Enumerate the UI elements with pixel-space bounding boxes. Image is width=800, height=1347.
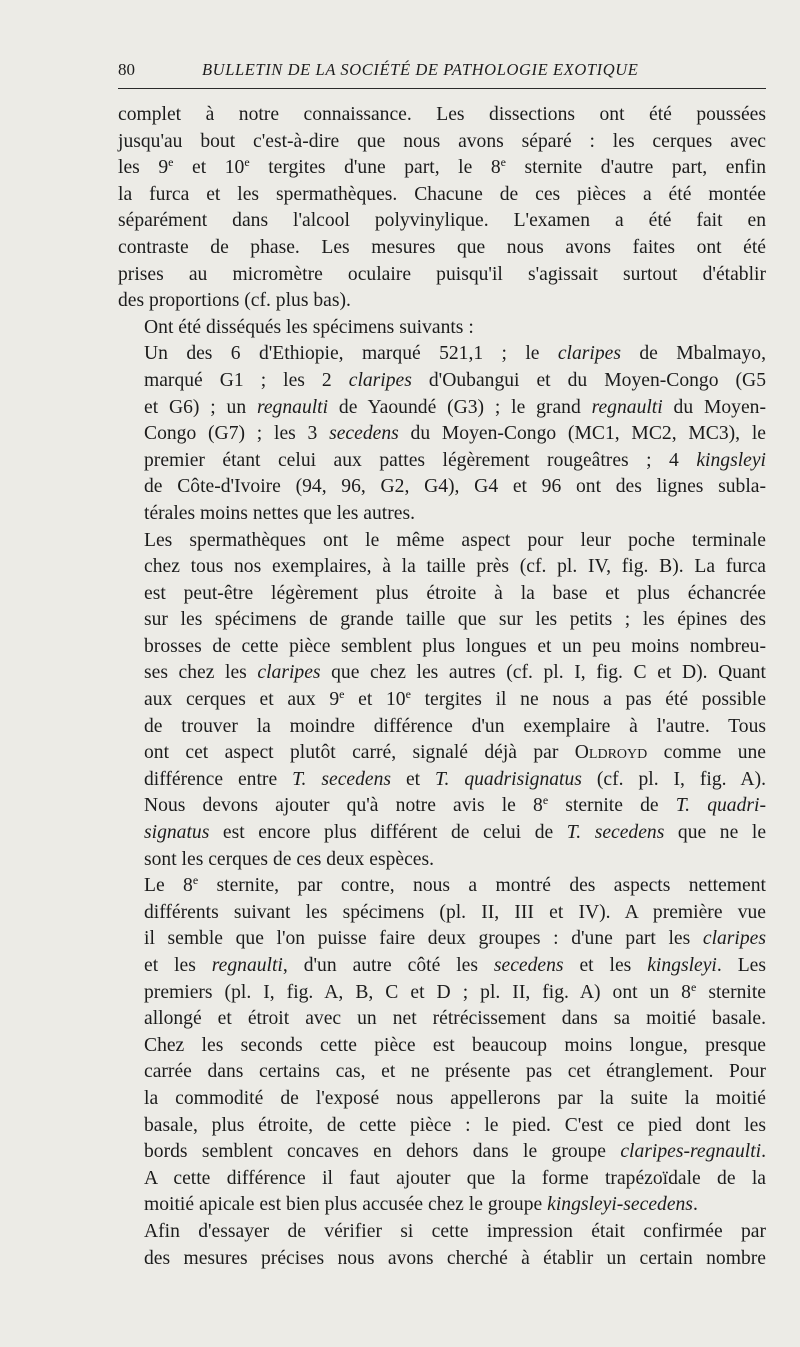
text-line: des proportions (cf. plus bas).	[118, 290, 351, 312]
text-line: chez tous nos exemplaires, à la taille près (cf. pl. IV, fig. B). La furca	[144, 556, 766, 578]
text-line: et G6) ; un regnaulti de Yaoundé (G3) ; le grand regnaulti du Moyen-	[144, 396, 766, 418]
text-line: contraste de phase. Les mesures que nous avons faites ont été	[118, 236, 766, 258]
text-line: et les regnaulti, d'un autre côté les secedens et les kingsleyi. Les	[144, 955, 766, 976]
text-line: premiers (pl. I, fig. A, B, C et D ; pl. II, fig. A) ont un 8e sternite	[144, 979, 766, 1003]
text-line: aux cerques et aux 9e et 10e tergites il ne nous a pas été possible	[144, 687, 767, 711]
text-line: basale, plus étroite, de cette pièce : le pied. C'est ce pied dont les	[144, 1114, 766, 1136]
text-line: térales moins nettes que les autres.	[144, 502, 415, 524]
text-line: Nous devons ajouter qu'à notre avis le 8e sternite de T. quadri-	[144, 793, 766, 817]
text-line: les 9e et 10e tergites d'une part, le 8e sternite d'autre part, enfin	[118, 155, 767, 179]
page-header	[118, 58, 766, 89]
text-line: complet à notre connaissance. Les dissections ont été poussées	[118, 104, 766, 125]
text-line: Chez les seconds cette pièce est beaucoup moins longue, presque	[144, 1034, 766, 1056]
paragraph	[118, 341, 766, 527]
running-title: BULLETIN DE LA SOCIÉTÉ DE PATHOLOGIE EXOTIQUE	[202, 60, 639, 79]
text-line: différence entre T. secedens et T. quadrisignatus (cf. pl. I, fig. A).	[144, 768, 766, 790]
text-line: brosses de cette pièce semblent plus longues et un peu moins nombreu-	[144, 635, 766, 657]
text-line: carrée dans certains cas, et ne présente pas cet étranglement. Pour	[144, 1061, 766, 1083]
text-line: Le 8e sternite, par contre, nous a montré des aspects nettement	[144, 873, 766, 897]
page-number: 80	[118, 60, 135, 79]
text-line: Afin d'essayer de vérifier si cette impression était confirmée par	[144, 1220, 766, 1242]
text-line: sur les spécimens de grande taille que sur les petits ; les épines des	[144, 609, 766, 631]
paragraph	[118, 873, 766, 1219]
text-line: bords semblent concaves en dehors dans le groupe claripes-regnaulti.	[144, 1141, 766, 1163]
text-line: Congo (G7) ; les 3 secedens du Moyen-Congo (MC1, MC2, MC3), le	[144, 423, 766, 445]
text-line: différents suivant les spécimens (pl. II, III et IV). A première vue	[144, 901, 766, 923]
text-line: la furca et les spermathèques. Chacune de ces pièces a été montée	[118, 183, 766, 205]
text-line: Un des 6 d'Ethiopie, marqué 521,1 ; le claripes de Mbalmayo,	[144, 343, 766, 365]
text-line: Les spermathèques ont le même aspect pour leur poche terminale	[144, 529, 766, 551]
body-text	[118, 102, 766, 1272]
text-line: il semble que l'on puisse faire deux groupes : d'une part les claripes	[144, 928, 766, 950]
text-line: des mesures précises nous avons cherché à établir un certain nombre	[144, 1247, 766, 1269]
text-line: la commodité de l'exposé nous appellerons par la suite la moitié	[144, 1087, 766, 1109]
paragraph	[118, 315, 766, 342]
paragraph	[118, 528, 766, 874]
text-line: allongé et étroit avec un net rétrécissement dans sa moitié basale.	[144, 1008, 766, 1030]
text-line: moitié apicale est bien plus accusée chez le groupe kingsleyi-secedens.	[144, 1194, 698, 1216]
text-line: A cette différence il faut ajouter que la forme trapézoïdale de la	[144, 1167, 766, 1189]
text-line: est peut-être légèrement plus étroite à la base et plus échancrée	[144, 582, 766, 604]
text-line: premier étant celui aux pattes légèrement rougeâtres ; 4 kingsleyi	[144, 449, 766, 471]
text-line: ses chez les claripes que chez les autres (cf. pl. I, fig. C et D). Quant	[144, 662, 767, 684]
text-line: de trouver la moindre différence d'un exemplaire à l'autre. Tous	[144, 715, 766, 737]
text-line: de Côte-d'Ivoire (94, 96, G2, G4), G4 et 96 ont des lignes subla-	[144, 476, 766, 498]
text-line: jusqu'au bout c'est-à-dire que nous avons séparé : les cerques avec	[118, 130, 766, 152]
text-line: Ont été disséqués les spécimens suivants :	[144, 316, 474, 338]
paragraph	[118, 1219, 766, 1272]
text-line: ont cet aspect plutôt carré, signalé déjà par Oldroyd comme une	[144, 742, 766, 764]
text-line: séparément dans l'alcool polyvinylique. L'examen a été fait en	[118, 210, 766, 232]
text-line: marqué G1 ; les 2 claripes d'Oubangui et du Moyen-Congo (G5	[144, 369, 767, 391]
text-line: sont les cerques de ces deux espèces.	[144, 848, 434, 870]
paragraph	[118, 102, 766, 315]
text-line: signatus est encore plus différent de celui de T. secedens que ne le	[144, 822, 767, 844]
text-line: prises au micromètre oculaire puisqu'il s'agissait surtout d'établir	[118, 263, 766, 285]
